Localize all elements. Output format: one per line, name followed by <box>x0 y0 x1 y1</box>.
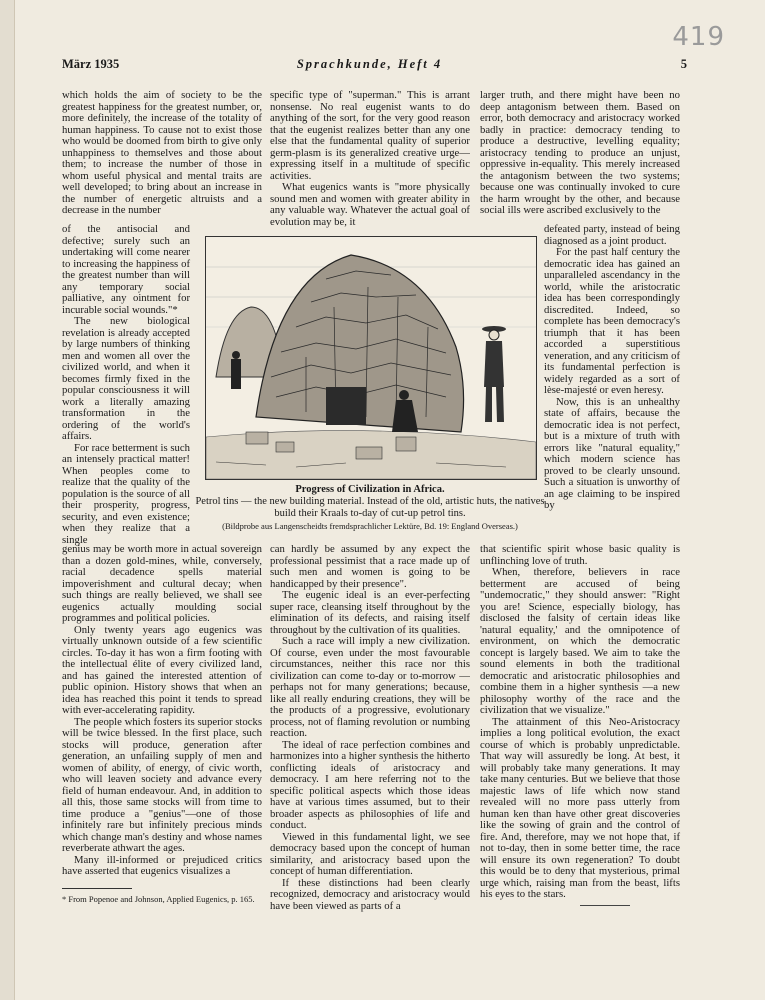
paragraph: Now, this is an unhealthy state of affairs, because the democratic idea is not perfect, but is a mixture of truth with errors like "natural equality," which modern science has proved to be clearly unsound. Such a situation is unworthy of an age claiming to be inspired by <box>544 395 680 511</box>
paragraph: If these distinctions had been clearly recognized, democracy and aristocracy would have been viewed as parts of a <box>270 876 470 912</box>
column-1-lower <box>62 544 262 878</box>
paragraph: What eugenics wants is "more physically sound men and women with greater ability in any valuable way. Whatever the actual goal of evolution may be, it <box>270 181 470 228</box>
column-1-narrow <box>62 224 190 546</box>
paragraph: Such a race will imply a new civilization. Of course, even under the most favourable circumstances, neither this race nor this civilization can come to-day or to-morrow —perhaps not for many generations; because, like all really enduring creations, they will be the products of a progressive, evolutionary process, not of flaming revolution or numbing reaction. <box>270 635 470 739</box>
paragraph: of the antisocial and defective; surely such an undertaking will come nearer to increasing the happiness of the greatest number than will any temporary social palliative, any ointment for incurable social wounds."* <box>62 223 190 316</box>
column-2-top <box>270 90 470 228</box>
figure-description: Petrol tins — the new building material. Instead of the old, artistic huts, the natives build their Kraals to-day of cut-up petrol tins. <box>195 496 545 519</box>
figure-source: (Bildprobe aus Langenscheidts fremdsprachlicher Lektüre, Bd. 19: England Overseas.) <box>222 521 518 531</box>
paragraph: When, therefore, believers in race betterment are accused of being "undemocratic," they should answer: "Right you are! Science, especially biology, has disclosed the falsity of certain ideas like 'natural equality,' and the omnipotence of environment, on which the democratic concept is largely based. We aim to take the sound elements in both the traditional democratic and aristocratic philosophies and combine them in a higher synthesis —a new philosophy worthy of the race and the civilization that we visualize." <box>480 566 680 716</box>
paragraph: can hardly be assumed by any expect the professional pessimist that a race made up of such men and women is going to be handicapped by their presence". <box>270 543 470 590</box>
paragraph: Viewed in this fundamental light, we see democracy based upon the concept of human similarity, and aristocracy based upon the concept of human differentiation. <box>270 830 470 877</box>
paragraph: genius may be worth more in actual sovereign than a dozen gold-mines, while, conversely, racial decadence spells material impoverishment and cultural decay; when such things are really believed, we shall see eugenics actually moulding social programmes and political policies. <box>62 543 262 624</box>
figure-caption <box>195 484 545 532</box>
kraal-engraving <box>206 237 536 479</box>
end-rule <box>580 905 630 906</box>
column-1-top <box>62 90 262 217</box>
column-3-narrow <box>544 224 680 512</box>
paragraph: which holds the aim of society to be the greatest happiness for the greatest number, or, more definitely, the increase of the totality of human happiness. To cause not to exist those who would be doomed from birth to give only unhappiness to themselves and those about them; to increase the number of those in whom useful physical and mental traits are well developed; to bring about an increase in the number of energetic altruists and a decrease in the number <box>62 89 262 216</box>
paragraph: defeated party, instead of being diagnosed as a joint product. <box>544 223 680 247</box>
column-2-lower <box>270 544 470 912</box>
column-3-top <box>480 90 680 217</box>
archive-number: 419 <box>672 22 725 52</box>
paragraph: Many ill-informed or prejudiced critics have asserted that eugenics visualizes a <box>62 853 262 877</box>
footnote: * From Popenoe and Johnson, Applied Eugenics, p. 165. <box>62 894 255 904</box>
page-edge <box>0 0 15 1000</box>
figure-title: Progress of Civilization in Africa. <box>295 484 445 495</box>
footnote-divider <box>62 888 132 889</box>
header-title: Sprachkunde, Heft 4 <box>296 57 443 71</box>
paragraph: specific type of "superman." This is arrant nonsense. No real eugenist wants to do anything of the sort, for the very good reason that the eugenist realizes better than any one else that the fundamental quality of superior germ-plasm is its generalized creative urge—expressing itself in a multitude of specific activities. <box>270 89 470 182</box>
kraal-illustration <box>205 236 537 480</box>
paragraph: For race betterment is such an intensely practical matter! When peoples come to realize that the quality of the population is the source of all their prosperity, progress, security, and even existence; when they realize that a single <box>62 441 190 546</box>
page-header <box>62 57 687 75</box>
page-number: 5 <box>680 57 687 71</box>
paragraph: The people which fosters its superior stocks will be twice blessed. In the first place, such stocks will produce, generation after generation, an unfailing supply of men and women of ability, of energy, of civic worth, who will leaven society and advance every field of human endeavour. And, in addition to all this, those same stocks will from time to time produce a "genius"—one of those infinitely rare but infinitely precious minds which change man's destiny and whose names reverberate athwart the ages. <box>62 715 262 854</box>
paragraph: that scientific spirit whose basic quality is unflinching love of truth. <box>480 543 680 567</box>
paragraph: The attainment of this Neo-Aristocracy implies a long political evolution, the exact course of which is probably unpredictable. That way will assuredly be long. At best, it will probably take many generations. It may take many centuries. But we believe that those majestic laws of life which now stand revealed will no more pass utterly from human ken than have other great discoveries like the sowing of grain and the control of fire. And, therefore, may we not hope that, if not to-day, then in some better time, the race will ensure its own regeneration? To doubt this would be to deny that mysterious, primal urge which, raising man from the beast, lifts his eyes to the stars. <box>480 715 680 900</box>
paragraph: The new biological revelation is already accepted by large numbers of thinking men and women all over the civilized world, and when it becomes firmly fixed in the popular consciousness it will work a literally amazing transformation in the ordering of the world's affairs. <box>62 315 190 442</box>
paragraph: Only twenty years ago eugenics was virtually unknown outside of a few scientific circles. To-day it has won a firm footing with the intellectual élite of every civilized land, and has gained the interested attention of public opinion. History shows that when an idea has reached this point it tends to spread with ever-accelerating rapidity. <box>62 623 262 716</box>
header-date: März 1935 <box>62 57 120 71</box>
paragraph: The eugenic ideal is an ever-perfecting super race, cleansing itself throughout by the elimination of its defects, and raising itself throughout by the cultivation of its qualities. <box>270 589 470 636</box>
column-3-lower <box>480 544 680 901</box>
paragraph: The ideal of race perfection combines and harmonizes into a higher synthesis the hitherto conflicting ideals of aristocracy and democracy. I am here referring not to the specific political aspects which those ideas have at various times assumed, but to their broader aspects as philosophies of life and conduct. <box>270 738 470 831</box>
paragraph: larger truth, and there might have been no deep antagonism between them. Based on error, both democracy and aristocracy worked badly in practice: democracy tending to produce a destructive, levelling equality; aristocracy tending to produce an unjust, oppressive in-equality. This merely increased the antagonism between the two systems; because one was continually invoked to cure the harm wrought by the other, and because social ills were ascribed exclusively to the <box>480 89 680 216</box>
paragraph: For the past half century the democratic idea has gained an unparalleled ascendancy in the world, while the aristocratic idea has been correspondingly discredited. Indeed, so complete has been democracy's triumph that it has been accorded a superstitious veneration, and any criticism of its fundamental perfection is widely regarded as a sort of lèse-majesté or even heresy. <box>544 246 680 396</box>
